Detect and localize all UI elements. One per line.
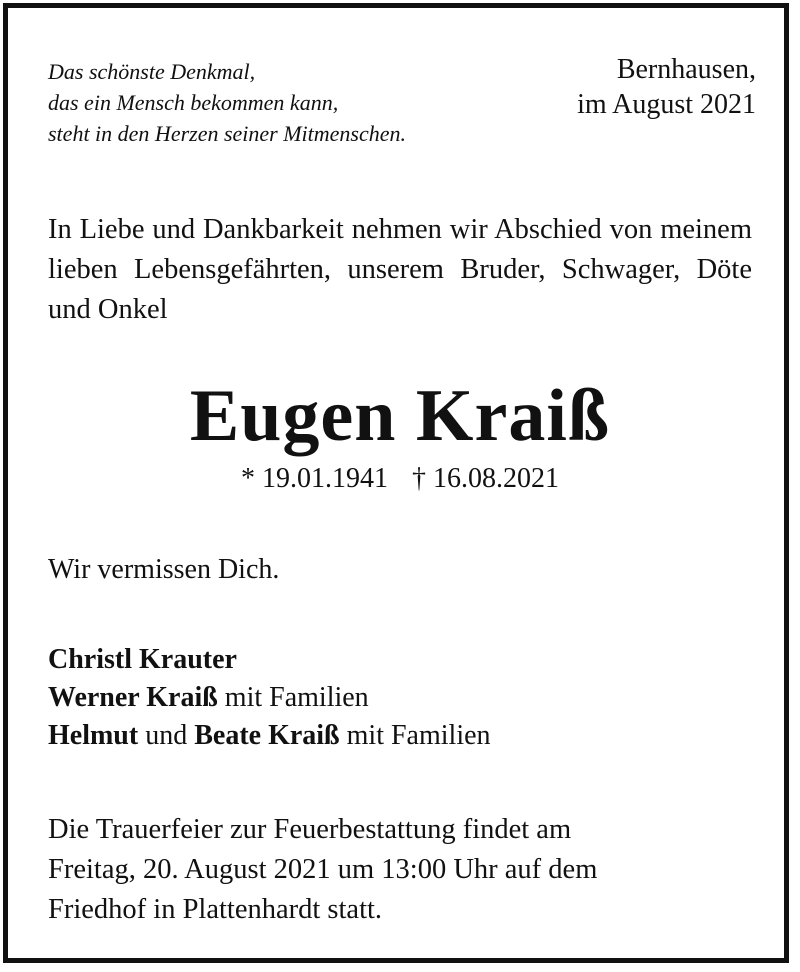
funeral-info: [48, 810, 597, 930]
mourner-line: [48, 717, 491, 755]
quote-line: das ein Mensch bekommen kann,: [48, 90, 339, 115]
quote-line: Das schönste Denkmal,: [48, 59, 256, 84]
mourners-list: [48, 641, 491, 755]
date: im August 2021: [577, 89, 756, 120]
life-dates: [0, 462, 800, 496]
mourner-line: [48, 679, 491, 717]
mourner-name: Beate Kraiß: [194, 720, 340, 751]
place: Bernhausen,: [616, 54, 756, 85]
birth-date: * 19.01.1941: [241, 463, 388, 494]
mourner-suffix: mit Familien: [339, 720, 491, 751]
mourner-name: Christl Krauter: [48, 644, 237, 675]
mourner-name: Werner Kraiß: [48, 682, 218, 713]
quote-line: steht in den Herzen seiner Mitmenschen.: [48, 121, 407, 146]
death-date: † 16.08.2021: [412, 463, 559, 494]
mourner-suffix: mit Familien: [217, 682, 369, 713]
mourner-line: [48, 641, 491, 679]
memorial-quote: [48, 56, 406, 149]
intro-paragraph: In Liebe und Dankbarkeit nehmen wir Abschied von meinem lieben Lebensgefährten, unserem Bruder, Schwager, Döte und Onkel: [48, 214, 752, 325]
mourner-name: Helmut: [48, 720, 139, 751]
place-and-date: [577, 52, 756, 122]
funeral-line: Freitag, 20. August 2021 um 13:00 Uhr auf dem: [48, 854, 598, 885]
mourner-connector: und: [138, 720, 195, 751]
funeral-line: Die Trauerfeier zur Feuerbestattung findet am: [48, 814, 572, 845]
funeral-line: Friedhof in Plattenhardt statt.: [48, 894, 383, 925]
farewell-message: Wir vermissen Dich.: [48, 554, 280, 585]
deceased-name: Eugen Kraiß: [189, 375, 611, 457]
